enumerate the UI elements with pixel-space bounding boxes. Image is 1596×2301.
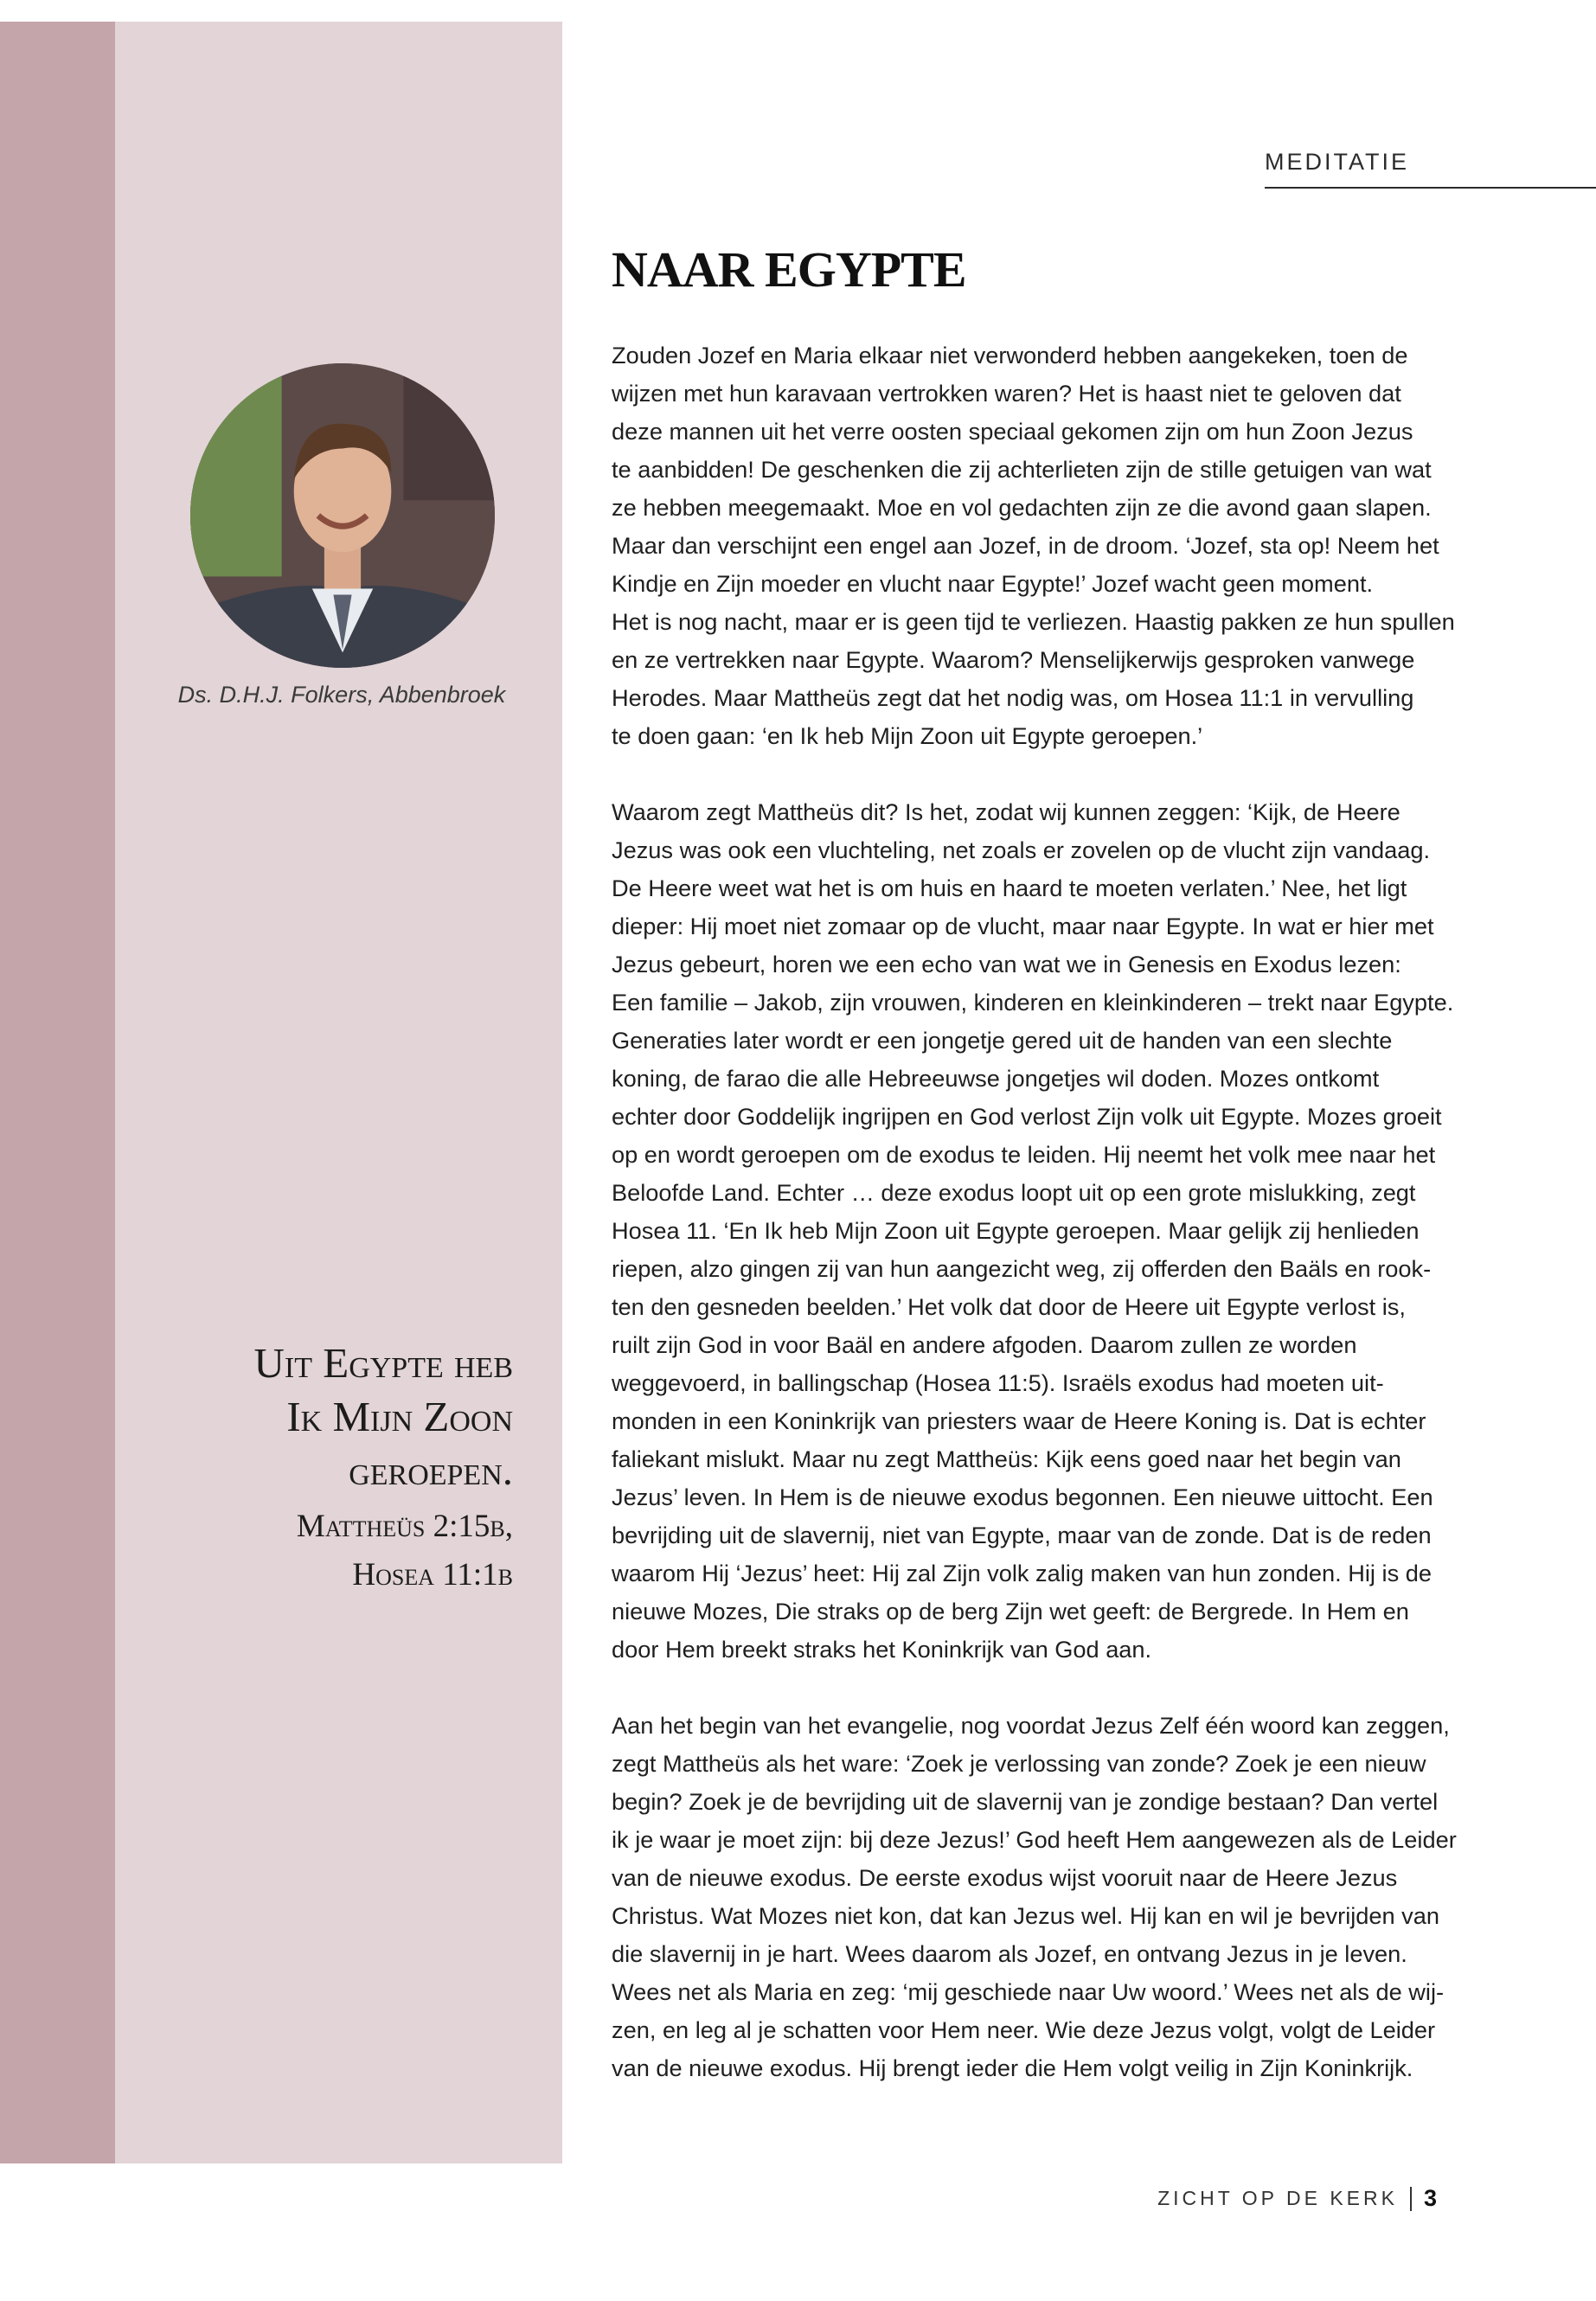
article-line: Wees net als Maria en zeg: ‘mij geschiede naar Uw woord.’ Wees net als de wij- bbox=[612, 1978, 1445, 2005]
article-line: De Heere weet wat het is om huis en haard te moeten verlaten.’ Nee, het ligt bbox=[612, 875, 1407, 901]
article-line: nieuwe Mozes, Die straks op de berg Zijn wet geeft: de Bergrede. In Hem en bbox=[612, 1598, 1409, 1625]
footer-divider bbox=[1410, 2187, 1412, 2211]
article-line: en ze vertrekken naar Egypte. Waarom? Menselijkerwijs gesproken vanwege bbox=[612, 646, 1415, 673]
section-label: MEDITATIE bbox=[1265, 149, 1409, 175]
article-line: faliekant mislukt. Maar nu zegt Mattheüs: Kijk eens goed naar het begin van bbox=[612, 1445, 1401, 1472]
article-line: op en wordt geroepen om de exodus te leiden. Hij neemt het volk mee naar het bbox=[612, 1141, 1436, 1168]
sidebar-band-dark bbox=[0, 22, 115, 2163]
article-line: wijzen met hun karavaan vertrokken waren? Het is haast niet te geloven dat bbox=[612, 380, 1401, 407]
author-photo bbox=[190, 363, 495, 668]
article-line: door Hem breekt straks het Koninkrijk van God aan. bbox=[612, 1636, 1152, 1663]
pull-quote-line: geroepen. bbox=[349, 1446, 513, 1494]
section-rule bbox=[1265, 187, 1596, 189]
article-line: Generaties later wordt er een jongetje gered uit de handen van een slechte bbox=[612, 1027, 1393, 1054]
article-line: Zouden Jozef en Maria elkaar niet verwonderd hebben aangekeken, toen de bbox=[612, 342, 1408, 369]
article-line: ik je waar je moet zijn: bij deze Jezus!’ God heeft Hem aangewezen als de Leider bbox=[612, 1826, 1457, 1853]
article-line: Maar dan verschijnt een engel aan Jozef, in de droom. ‘Jozef, sta op! Neem het bbox=[612, 532, 1439, 559]
quote-reference: Hosea 11:1b bbox=[352, 1557, 513, 1593]
article-line: waarom Hij ‘Jezus’ heet: Hij zal Zijn volk zalig maken van hun zonden. Hij is de bbox=[612, 1560, 1432, 1586]
article-line: weggevoerd, in ballingschap (Hosea 11:5). Israëls exodus had moeten uit- bbox=[612, 1369, 1384, 1396]
article-line: deze mannen uit het verre oosten speciaal gekomen zijn om hun Zoon Jezus bbox=[612, 418, 1413, 445]
article-title: NAAR EGYPTE bbox=[612, 241, 966, 298]
article-line: van de nieuwe exodus. Hij brengt ieder die Hem volgt veilig in Zijn Koninkrijk. bbox=[612, 2054, 1413, 2081]
pull-quote-line: Uit Egypte heb bbox=[253, 1339, 513, 1387]
article-line: echter door Goddelijk ingrijpen en God verlost Zijn volk uit Egypte. Mozes groeit bbox=[612, 1103, 1442, 1130]
sidebar-band-light bbox=[115, 22, 562, 2163]
publication-name: ZICHT OP DE KERK bbox=[1157, 2187, 1398, 2209]
article-paragraph bbox=[612, 793, 1485, 1669]
article-line: begin? Zoek je de bevrijding uit de slavernij van je zondige bestaan? Dan vertel bbox=[612, 1788, 1439, 1815]
article-line: bevrijding uit de slavernij, niet van Egypte, maar van de zonde. Dat is de reden bbox=[612, 1522, 1432, 1548]
article-line: Aan het begin van het evangelie, nog voordat Jezus Zelf één woord kan zeggen, bbox=[612, 1712, 1450, 1739]
article-line: ruilt zijn God in voor Baäl en andere afgoden. Daarom zullen ze worden bbox=[612, 1331, 1357, 1358]
article-line: Het is nog nacht, maar er is geen tijd te verliezen. Haastig pakken ze hun spullen bbox=[612, 608, 1455, 635]
quote-reference: Mattheüs 2:15b, bbox=[296, 1509, 513, 1544]
article-line: Kindje en Zijn moeder en vlucht naar Egypte!’ Jozef wacht geen moment. bbox=[612, 570, 1374, 597]
article-line: ten den gesneden beelden.’ Het volk dat door de Heere uit Egypte verlost is, bbox=[612, 1293, 1406, 1320]
article-line: van de nieuwe exodus. De eerste exodus wijst vooruit naar de Heere Jezus bbox=[612, 1864, 1398, 1891]
article-line: Hosea 11. ‘En Ik heb Mijn Zoon uit Egypte geroepen. Maar gelijk zij henlieden bbox=[612, 1217, 1420, 1244]
article-line: dieper: Hij moet niet zomaar op de vlucht, maar naar Egypte. In wat er hier met bbox=[612, 913, 1434, 939]
author-caption: Ds. D.H.J. Folkers, Abbenbroek bbox=[177, 682, 506, 708]
article-line: ze hebben meegemaakt. Moe en vol gedachten zijn ze die avond gaan slapen. bbox=[612, 494, 1432, 521]
pull-quote bbox=[138, 1336, 513, 1599]
article-line: Beloofde Land. Echter … deze exodus loopt uit op een grote mislukking, zegt bbox=[612, 1179, 1416, 1206]
article-paragraph bbox=[612, 1707, 1485, 2087]
article-line: te doen gaan: ‘en Ik heb Mijn Zoon uit Egypte geroepen.’ bbox=[612, 722, 1203, 749]
article-line: monden in een Koninkrijk van priesters waar de Heere Koning is. Dat is echter bbox=[612, 1407, 1426, 1434]
article-line: die slavernij in je hart. Wees daarom als Jozef, en ontvang Jezus in je leven. bbox=[612, 1940, 1407, 1967]
article-line: te aanbidden! De geschenken die zij achterlieten zijn de stille getuigen van wat bbox=[612, 456, 1432, 483]
article-line: Jezus was ook een vluchteling, net zoals er zovelen op de vlucht zijn vandaag. bbox=[612, 836, 1431, 863]
article-line: zegt Mattheüs als het ware: ‘Zoek je verlossing van zonde? Zoek je een nieuw bbox=[612, 1750, 1426, 1777]
article-line: Christus. Wat Mozes niet kon, dat kan Jezus wel. Hij kan en wil je bevrijden van bbox=[612, 1902, 1440, 1929]
page-footer bbox=[1157, 2185, 1437, 2212]
article-body bbox=[612, 336, 1485, 2125]
article-line: Waarom zegt Mattheüs dit? Is het, zodat wij kunnen zeggen: ‘Kijk, de Heere bbox=[612, 798, 1401, 825]
page-number: 3 bbox=[1423, 2185, 1437, 2211]
article-line: Jezus gebeurt, horen we een echo van wat we in Genesis en Exodus lezen: bbox=[612, 951, 1401, 977]
pull-quote-line: Ik Mijn Zoon bbox=[286, 1393, 513, 1440]
portrait-icon bbox=[190, 363, 495, 668]
article-line: zen, en leg al je schatten voor Hem neer. Wie deze Jezus volgt, volgt de Leider bbox=[612, 2016, 1436, 2043]
article-line: Jezus’ leven. In Hem is de nieuwe exodus begonnen. Een nieuwe uittocht. Een bbox=[612, 1484, 1433, 1510]
article-line: Herodes. Maar Mattheüs zegt dat het nodig was, om Hosea 11:1 in vervulling bbox=[612, 684, 1414, 711]
article-line: Een familie – Jakob, zijn vrouwen, kinderen en kleinkinderen – trekt naar Egypte. bbox=[612, 989, 1454, 1016]
article-line: koning, de farao die alle Hebreeuwse jongetjes wil doden. Mozes ontkomt bbox=[612, 1065, 1380, 1092]
article-line: riepen, alzo gingen zij van hun aangezicht weg, zij offerden den Baäls en rook- bbox=[612, 1255, 1432, 1282]
article-paragraph bbox=[612, 336, 1485, 755]
